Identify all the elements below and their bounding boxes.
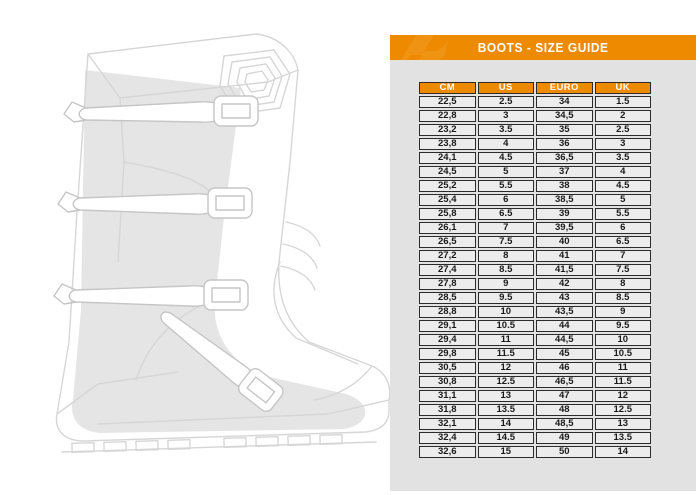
- table-cell: 11.5: [478, 348, 535, 360]
- table-cell: 39: [536, 208, 593, 220]
- page-title: BOOTS - SIZE GUIDE: [477, 40, 609, 55]
- column-header-cm: CM: [419, 82, 476, 94]
- table-row: [419, 390, 651, 402]
- table-cell: 24,5: [419, 166, 476, 178]
- table-cell: 7.5: [478, 236, 535, 248]
- table-cell: 28,5: [419, 292, 476, 304]
- table-cell: 47: [536, 390, 593, 402]
- table-cell: 9: [595, 306, 652, 318]
- table-cell: 13.5: [478, 404, 535, 416]
- table-cell: 27,2: [419, 250, 476, 262]
- size-guide-banner: [390, 35, 696, 60]
- table-cell: 8.5: [478, 264, 535, 276]
- table-cell: 25,8: [419, 208, 476, 220]
- table-cell: 34,5: [536, 110, 593, 122]
- table-cell: 25,4: [419, 194, 476, 206]
- table-row: [419, 194, 651, 206]
- table-cell: 5.5: [595, 208, 652, 220]
- table-cell: 24,1: [419, 152, 476, 164]
- table-cell: 34: [536, 96, 593, 108]
- size-table-header-row: [419, 82, 651, 94]
- table-row: [419, 278, 651, 290]
- table-cell: 1.5: [595, 96, 652, 108]
- table-cell: 13.5: [595, 432, 652, 444]
- table-cell: 4.5: [478, 152, 535, 164]
- table-cell: 10.5: [595, 348, 652, 360]
- table-cell: 10: [595, 334, 652, 346]
- table-row: [419, 208, 651, 220]
- table-cell: 30,5: [419, 362, 476, 374]
- table-cell: 3: [478, 110, 535, 122]
- table-cell: 14.5: [478, 432, 535, 444]
- table-cell: 6.5: [478, 208, 535, 220]
- table-row: [419, 432, 651, 444]
- table-cell: 46: [536, 362, 593, 374]
- table-cell: 36,5: [536, 152, 593, 164]
- table-cell: 12: [595, 390, 652, 402]
- table-cell: 14: [595, 446, 652, 458]
- table-row: [419, 166, 651, 178]
- table-row: [419, 236, 651, 248]
- table-cell: 2.5: [478, 96, 535, 108]
- table-cell: 9.5: [595, 320, 652, 332]
- table-cell: 29,4: [419, 334, 476, 346]
- table-cell: 41: [536, 250, 593, 262]
- table-cell: 36: [536, 138, 593, 150]
- table-cell: 6: [595, 222, 652, 234]
- table-cell: 27,8: [419, 278, 476, 290]
- table-cell: 22,5: [419, 96, 476, 108]
- table-cell: 40: [536, 236, 593, 248]
- table-row: [419, 250, 651, 262]
- table-cell: 8: [478, 250, 535, 262]
- table-cell: 8.5: [595, 292, 652, 304]
- table-cell: 48: [536, 404, 593, 416]
- table-cell: 32,1: [419, 418, 476, 430]
- table-cell: 7: [595, 250, 652, 262]
- brand-logo-icon: [394, 35, 452, 60]
- table-cell: 3: [595, 138, 652, 150]
- table-cell: 12: [478, 362, 535, 374]
- table-cell: 30,8: [419, 376, 476, 388]
- table-row: [419, 264, 651, 276]
- table-cell: 5: [478, 166, 535, 178]
- table-cell: 39,5: [536, 222, 593, 234]
- table-cell: 29,1: [419, 320, 476, 332]
- table-cell: 23,2: [419, 124, 476, 136]
- table-row: [419, 376, 651, 388]
- table-cell: 13: [478, 390, 535, 402]
- table-row: [419, 362, 651, 374]
- table-row: [419, 222, 651, 234]
- table-cell: 6.5: [595, 236, 652, 248]
- table-cell: 44,5: [536, 334, 593, 346]
- table-cell: 4: [595, 166, 652, 178]
- table-cell: 13: [595, 418, 652, 430]
- table-cell: 15: [478, 446, 535, 458]
- table-cell: 31,1: [419, 390, 476, 402]
- table-row: [419, 306, 651, 318]
- table-cell: 42: [536, 278, 593, 290]
- table-cell: 43,5: [536, 306, 593, 318]
- column-header-us: US: [478, 82, 535, 94]
- table-cell: 46,5: [536, 376, 593, 388]
- table-row: [419, 124, 651, 136]
- table-cell: 50: [536, 446, 593, 458]
- table-cell: 43: [536, 292, 593, 304]
- table-cell: 35: [536, 124, 593, 136]
- table-cell: 5.5: [478, 180, 535, 192]
- table-cell: 4.5: [595, 180, 652, 192]
- table-cell: 8: [595, 278, 652, 290]
- table-row: [419, 418, 651, 430]
- table-cell: 45: [536, 348, 593, 360]
- table-cell: 11: [478, 334, 535, 346]
- table-cell: 37: [536, 166, 593, 178]
- motocross-boot-drawing: [28, 12, 390, 484]
- table-cell: 44: [536, 320, 593, 332]
- table-cell: 10.5: [478, 320, 535, 332]
- size-table-body: [419, 96, 651, 458]
- table-cell: 48,5: [536, 418, 593, 430]
- table-row: [419, 110, 651, 122]
- size-table-head: [419, 82, 651, 94]
- table-cell: 9: [478, 278, 535, 290]
- table-cell: 28,8: [419, 306, 476, 318]
- table-row: [419, 320, 651, 332]
- table-cell: 26,1: [419, 222, 476, 234]
- table-cell: 11: [595, 362, 652, 374]
- table-cell: 12.5: [478, 376, 535, 388]
- table-cell: 32,6: [419, 446, 476, 458]
- table-cell: 22,8: [419, 110, 476, 122]
- table-cell: 3.5: [595, 152, 652, 164]
- size-table-holder: [390, 60, 696, 460]
- table-cell: 31,8: [419, 404, 476, 416]
- table-row: [419, 180, 651, 192]
- table-cell: 27,4: [419, 264, 476, 276]
- table-cell: 2: [595, 110, 652, 122]
- table-cell: 26,5: [419, 236, 476, 248]
- table-cell: 49: [536, 432, 593, 444]
- table-cell: 9.5: [478, 292, 535, 304]
- table-cell: 3.5: [478, 124, 535, 136]
- table-cell: 32,4: [419, 432, 476, 444]
- column-header-uk: UK: [595, 82, 652, 94]
- table-row: [419, 96, 651, 108]
- table-cell: 25,2: [419, 180, 476, 192]
- table-cell: 11.5: [595, 376, 652, 388]
- table-cell: 38: [536, 180, 593, 192]
- table-cell: 7.5: [595, 264, 652, 276]
- table-cell: 14: [478, 418, 535, 430]
- table-cell: 10: [478, 306, 535, 318]
- size-table: [417, 80, 653, 460]
- table-row: [419, 138, 651, 150]
- table-row: [419, 152, 651, 164]
- table-cell: 23,8: [419, 138, 476, 150]
- table-cell: 29,8: [419, 348, 476, 360]
- table-cell: 5: [595, 194, 652, 206]
- table-cell: 41,5: [536, 264, 593, 276]
- table-row: [419, 446, 651, 458]
- column-header-euro: EURO: [536, 82, 593, 94]
- table-cell: 6: [478, 194, 535, 206]
- table-row: [419, 404, 651, 416]
- table-cell: 2.5: [595, 124, 652, 136]
- table-cell: 7: [478, 222, 535, 234]
- table-row: [419, 334, 651, 346]
- size-guide-panel: [390, 35, 696, 491]
- boot-illustration: [28, 12, 390, 484]
- table-cell: 38,5: [536, 194, 593, 206]
- table-row: [419, 292, 651, 304]
- table-row: [419, 348, 651, 360]
- table-cell: 12.5: [595, 404, 652, 416]
- table-cell: 4: [478, 138, 535, 150]
